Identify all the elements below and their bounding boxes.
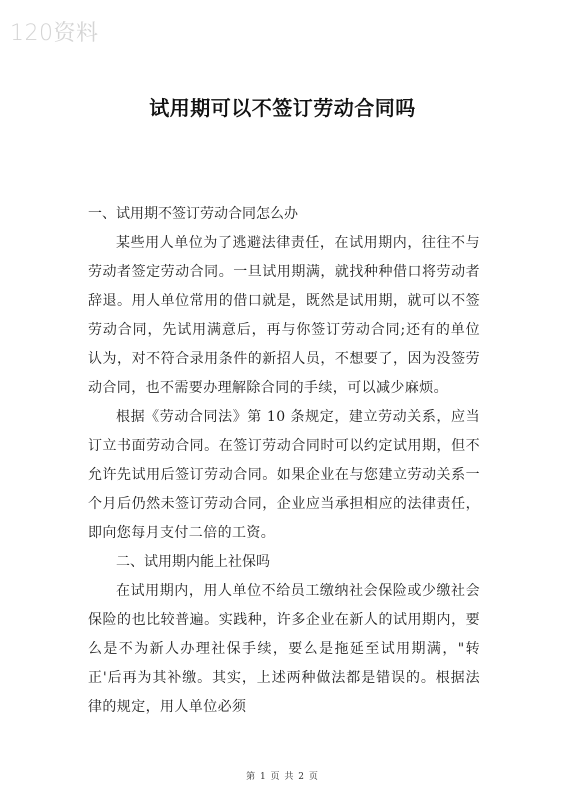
section-heading-2: 二、试用期内能上社保吗 — [116, 554, 270, 570]
document-body — [88, 200, 480, 722]
page-title: 试用期可以不签订劳动合同吗 — [149, 96, 416, 120]
section-heading-1: 一、试用期不签订劳动合同怎么办 — [88, 206, 298, 222]
page-number-footer: 第 1 页 共 2 页 — [246, 772, 319, 782]
paragraph: 某些用人单位为了逃避法律责任，在试用期内，往往不与劳动者签定劳动合同。一旦试用期满，就找种种借口将劳动者辞退。用人单位常用的借口就是，既然是试用期，就可以不签劳动合同，先试用满意后，再与你签订劳动合同;还有的单位认为，对不符合录用条件的新招人员，不想要了，因为没签劳动合同，也不需要办理解除合同的手续，可以减少麻烦。 — [88, 235, 480, 396]
paragraph: 根据《劳动合同法》第 10 条规定，建立劳动关系，应当订立书面劳动合同。在签订劳动合同时可以约定试用期，但不允许先试用后签订劳动合同。如果企业在与您建立劳动关系一个月后仍然未签订劳动合同，企业应当承担相应的法律责任，即向您每月支付二倍的工资。 — [88, 409, 480, 541]
paragraph: 在试用期内，用人单位不给员工缴纳社会保险或少缴社会保险的也比较普遍。实践种，许多企业在新人的试用期内，要么是不为新人办理社保手续，要么是拖延至试用期满，"转正'后再为其补缴。其实，上述两种做法都是错误的。根据法律的规定，用人单位必须 — [88, 583, 480, 715]
watermark-logo: 120资料 — [10, 21, 99, 46]
